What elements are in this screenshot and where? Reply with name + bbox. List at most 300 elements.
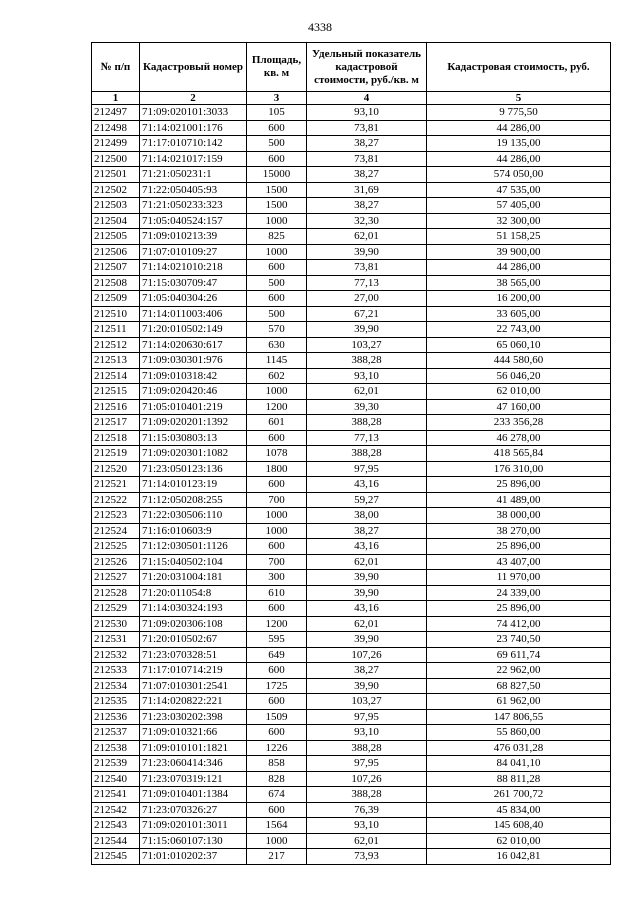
cadastral-value-table	[91, 42, 611, 865]
table-row	[92, 585, 611, 601]
table-row	[92, 120, 611, 136]
cell-cadastral-number: 71:14:011003:406	[140, 306, 247, 322]
cell-cadastral-value: 38 000,00	[427, 508, 611, 524]
cell-cadastral-number: 71:07:010301:2541	[140, 678, 247, 694]
cell-unit-value: 388,28	[307, 446, 427, 462]
cell-row-index: 212517	[92, 415, 140, 431]
cell-row-index: 212541	[92, 787, 140, 803]
cell-unit-value: 388,28	[307, 740, 427, 756]
cell-unit-value: 32,30	[307, 213, 427, 229]
cell-row-index: 212498	[92, 120, 140, 136]
cell-area: 1000	[247, 244, 307, 260]
cell-cadastral-value: 176 310,00	[427, 461, 611, 477]
cell-unit-value: 107,26	[307, 771, 427, 787]
cell-unit-value: 43,16	[307, 601, 427, 617]
cell-cadastral-number: 71:14:010123:19	[140, 477, 247, 493]
table-row	[92, 647, 611, 663]
cell-area: 595	[247, 632, 307, 648]
cell-unit-value: 93,10	[307, 818, 427, 834]
cell-unit-value: 27,00	[307, 291, 427, 307]
table-row	[92, 446, 611, 462]
cell-area: 600	[247, 260, 307, 276]
cell-cadastral-number: 71:09:020420:46	[140, 384, 247, 400]
table-row	[92, 213, 611, 229]
cell-unit-value: 103,27	[307, 694, 427, 710]
cell-cadastral-value: 11 970,00	[427, 570, 611, 586]
cell-cadastral-value: 84 041,10	[427, 756, 611, 772]
cell-row-index: 212499	[92, 136, 140, 152]
cell-cadastral-value: 574 050,00	[427, 167, 611, 183]
table-row	[92, 818, 611, 834]
cell-cadastral-value: 33 605,00	[427, 306, 611, 322]
cell-area: 1725	[247, 678, 307, 694]
table-row	[92, 136, 611, 152]
cell-cadastral-number: 71:14:021001:176	[140, 120, 247, 136]
cell-cadastral-number: 71:15:060107:130	[140, 833, 247, 849]
table-row	[92, 787, 611, 803]
table-row	[92, 353, 611, 369]
cell-cadastral-value: 47 535,00	[427, 182, 611, 198]
cell-area: 610	[247, 585, 307, 601]
cell-cadastral-value: 19 135,00	[427, 136, 611, 152]
cell-row-index: 212522	[92, 492, 140, 508]
table-row	[92, 182, 611, 198]
cell-unit-value: 77,13	[307, 430, 427, 446]
cell-unit-value: 62,01	[307, 554, 427, 570]
cell-area: 217	[247, 849, 307, 865]
cell-row-index: 212501	[92, 167, 140, 183]
cell-cadastral-value: 68 827,50	[427, 678, 611, 694]
cell-row-index: 212537	[92, 725, 140, 741]
cell-cadastral-value: 23 740,50	[427, 632, 611, 648]
table-row	[92, 430, 611, 446]
cell-cadastral-number: 71:23:070328:51	[140, 647, 247, 663]
cell-cadastral-value: 38 270,00	[427, 523, 611, 539]
cell-row-index: 212510	[92, 306, 140, 322]
cell-row-index: 212535	[92, 694, 140, 710]
table-row	[92, 322, 611, 338]
cell-cadastral-number: 71:05:040524:157	[140, 213, 247, 229]
cell-row-index: 212533	[92, 663, 140, 679]
cell-cadastral-value: 45 834,00	[427, 802, 611, 818]
cell-area: 570	[247, 322, 307, 338]
cell-area: 700	[247, 492, 307, 508]
cell-area: 858	[247, 756, 307, 772]
cell-cadastral-value: 24 339,00	[427, 585, 611, 601]
cell-cadastral-value: 233 356,28	[427, 415, 611, 431]
table-row	[92, 771, 611, 787]
cell-area: 300	[247, 570, 307, 586]
cell-cadastral-value: 476 031,28	[427, 740, 611, 756]
table-row	[92, 678, 611, 694]
cell-cadastral-value: 74 412,00	[427, 616, 611, 632]
cell-cadastral-value: 88 811,28	[427, 771, 611, 787]
cell-cadastral-value: 16 200,00	[427, 291, 611, 307]
cell-area: 1509	[247, 709, 307, 725]
cell-area: 1200	[247, 616, 307, 632]
cell-row-index: 212524	[92, 523, 140, 539]
cell-row-index: 212502	[92, 182, 140, 198]
cell-row-index: 212527	[92, 570, 140, 586]
cell-area: 700	[247, 554, 307, 570]
column-header-index: № п/п	[92, 43, 140, 92]
table-row	[92, 291, 611, 307]
cell-unit-value: 388,28	[307, 415, 427, 431]
cell-row-index: 212507	[92, 260, 140, 276]
table-row	[92, 337, 611, 353]
cell-row-index: 212513	[92, 353, 140, 369]
table-row	[92, 244, 611, 260]
table-row	[92, 229, 611, 245]
cell-row-index: 212545	[92, 849, 140, 865]
cell-cadastral-number: 71:09:030301:976	[140, 353, 247, 369]
cell-row-index: 212526	[92, 554, 140, 570]
column-number: 1	[92, 92, 140, 105]
cell-area: 600	[247, 151, 307, 167]
column-number: 3	[247, 92, 307, 105]
table-row	[92, 709, 611, 725]
cell-cadastral-value: 38 565,00	[427, 275, 611, 291]
cell-area: 1226	[247, 740, 307, 756]
cell-unit-value: 97,95	[307, 709, 427, 725]
cell-area: 674	[247, 787, 307, 803]
cell-row-index: 212530	[92, 616, 140, 632]
cell-cadastral-number: 71:09:020101:3011	[140, 818, 247, 834]
cell-unit-value: 38,27	[307, 198, 427, 214]
cell-area: 1000	[247, 523, 307, 539]
cell-cadastral-number: 71:12:050208:255	[140, 492, 247, 508]
cell-area: 500	[247, 275, 307, 291]
cell-cadastral-number: 71:17:010710:142	[140, 136, 247, 152]
cell-cadastral-value: 418 565,84	[427, 446, 611, 462]
page-number: 4338	[308, 20, 332, 34]
table-row	[92, 523, 611, 539]
cell-area: 1145	[247, 353, 307, 369]
cell-cadastral-number: 71:20:010502:149	[140, 322, 247, 338]
cell-unit-value: 93,10	[307, 725, 427, 741]
cell-unit-value: 76,39	[307, 802, 427, 818]
cell-row-index: 212521	[92, 477, 140, 493]
cell-cadastral-number: 71:21:050231:1	[140, 167, 247, 183]
cell-unit-value: 62,01	[307, 229, 427, 245]
cell-cadastral-value: 25 896,00	[427, 539, 611, 555]
cell-unit-value: 38,27	[307, 663, 427, 679]
cell-cadastral-value: 65 060,10	[427, 337, 611, 353]
cell-unit-value: 62,01	[307, 384, 427, 400]
cell-cadastral-value: 25 896,00	[427, 601, 611, 617]
table-row	[92, 570, 611, 586]
cell-cadastral-value: 55 860,00	[427, 725, 611, 741]
cell-unit-value: 97,95	[307, 756, 427, 772]
column-header-cadastral-value: Кадастровая стоимость, руб.	[427, 43, 611, 92]
cell-cadastral-value: 16 042,81	[427, 849, 611, 865]
cell-unit-value: 93,10	[307, 368, 427, 384]
cell-area: 1000	[247, 833, 307, 849]
cell-unit-value: 39,90	[307, 678, 427, 694]
column-header-unit-value: Удельный показатель кадастровой стоимости, руб./кв. м	[307, 43, 427, 92]
cell-cadastral-number: 71:23:070319:121	[140, 771, 247, 787]
cell-row-index: 212504	[92, 213, 140, 229]
cell-cadastral-number: 71:12:030501:1126	[140, 539, 247, 555]
cell-row-index: 212542	[92, 802, 140, 818]
cell-row-index: 212514	[92, 368, 140, 384]
cell-row-index: 212519	[92, 446, 140, 462]
table-header-row	[92, 43, 611, 92]
cell-cadastral-number: 71:22:050405:93	[140, 182, 247, 198]
cell-area: 825	[247, 229, 307, 245]
cell-unit-value: 97,95	[307, 461, 427, 477]
cell-area: 600	[247, 601, 307, 617]
cell-cadastral-value: 62 010,00	[427, 833, 611, 849]
column-number: 2	[140, 92, 247, 105]
cell-area: 600	[247, 694, 307, 710]
cell-row-index: 212508	[92, 275, 140, 291]
cell-area: 600	[247, 663, 307, 679]
table-row	[92, 554, 611, 570]
cell-cadastral-number: 71:20:031004:181	[140, 570, 247, 586]
cell-unit-value: 388,28	[307, 787, 427, 803]
table-row	[92, 601, 611, 617]
table-row	[92, 260, 611, 276]
cell-unit-value: 62,01	[307, 833, 427, 849]
cell-unit-value: 39,30	[307, 399, 427, 415]
cell-area: 105	[247, 105, 307, 121]
cell-row-index: 212511	[92, 322, 140, 338]
table-row	[92, 756, 611, 772]
cell-area: 600	[247, 120, 307, 136]
cell-cadastral-number: 71:05:010401:219	[140, 399, 247, 415]
cell-area: 1000	[247, 213, 307, 229]
cell-row-index: 212544	[92, 833, 140, 849]
cell-unit-value: 39,90	[307, 570, 427, 586]
cell-unit-value: 38,00	[307, 508, 427, 524]
cell-unit-value: 67,21	[307, 306, 427, 322]
cell-row-index: 212525	[92, 539, 140, 555]
cell-cadastral-number: 71:09:020201:1392	[140, 415, 247, 431]
cell-cadastral-value: 25 896,00	[427, 477, 611, 493]
table-row	[92, 198, 611, 214]
cell-area: 500	[247, 306, 307, 322]
cell-cadastral-number: 71:15:030803:13	[140, 430, 247, 446]
column-header-cadastral-number: Кадастровый номер	[140, 43, 247, 92]
cell-cadastral-value: 444 580,60	[427, 353, 611, 369]
cell-cadastral-value: 147 806,55	[427, 709, 611, 725]
cell-area: 828	[247, 771, 307, 787]
cell-unit-value: 43,16	[307, 539, 427, 555]
table-row	[92, 368, 611, 384]
cell-cadastral-number: 71:07:010109:27	[140, 244, 247, 260]
cell-cadastral-value: 51 158,25	[427, 229, 611, 245]
cell-row-index: 212536	[92, 709, 140, 725]
cell-cadastral-number: 71:09:010321:66	[140, 725, 247, 741]
cell-unit-value: 107,26	[307, 647, 427, 663]
cell-area: 1500	[247, 198, 307, 214]
table-row	[92, 802, 611, 818]
cell-area: 602	[247, 368, 307, 384]
table-row	[92, 415, 611, 431]
table-row	[92, 306, 611, 322]
cell-cadastral-number: 71:14:021010:218	[140, 260, 247, 276]
cell-cadastral-value: 69 611,74	[427, 647, 611, 663]
cell-unit-value: 103,27	[307, 337, 427, 353]
table-row	[92, 399, 611, 415]
cell-area: 601	[247, 415, 307, 431]
cell-cadastral-value: 44 286,00	[427, 260, 611, 276]
cell-unit-value: 73,81	[307, 260, 427, 276]
table-row	[92, 539, 611, 555]
cell-cadastral-number: 71:15:040502:104	[140, 554, 247, 570]
cell-cadastral-number: 71:14:020822:221	[140, 694, 247, 710]
cell-unit-value: 388,28	[307, 353, 427, 369]
column-number-row	[92, 92, 611, 105]
table-row	[92, 167, 611, 183]
cell-row-index: 212515	[92, 384, 140, 400]
cell-unit-value: 77,13	[307, 275, 427, 291]
cell-cadastral-number: 71:09:020301:1082	[140, 446, 247, 462]
cell-row-index: 212531	[92, 632, 140, 648]
column-number: 5	[427, 92, 611, 105]
table-row	[92, 725, 611, 741]
cell-cadastral-number: 71:05:040304:26	[140, 291, 247, 307]
cell-cadastral-value: 39 900,00	[427, 244, 611, 260]
cell-cadastral-number: 71:20:010502:67	[140, 632, 247, 648]
table-row	[92, 461, 611, 477]
cell-row-index: 212509	[92, 291, 140, 307]
cell-cadastral-number: 71:16:010603:9	[140, 523, 247, 539]
cell-row-index: 212520	[92, 461, 140, 477]
column-number: 4	[307, 92, 427, 105]
cell-cadastral-value: 46 278,00	[427, 430, 611, 446]
table-row	[92, 740, 611, 756]
cell-cadastral-number: 71:14:021017:159	[140, 151, 247, 167]
cell-cadastral-value: 145 608,40	[427, 818, 611, 834]
cell-unit-value: 38,27	[307, 167, 427, 183]
table-row	[92, 105, 611, 121]
cell-cadastral-value: 44 286,00	[427, 151, 611, 167]
cell-cadastral-number: 71:23:070326:27	[140, 802, 247, 818]
cell-area: 600	[247, 539, 307, 555]
table-row	[92, 384, 611, 400]
cell-area: 630	[247, 337, 307, 353]
table-row	[92, 477, 611, 493]
cell-area: 1078	[247, 446, 307, 462]
table-row	[92, 663, 611, 679]
cell-row-index: 212512	[92, 337, 140, 353]
cell-cadastral-number: 71:09:010101:1821	[140, 740, 247, 756]
cell-cadastral-number: 71:21:050233:323	[140, 198, 247, 214]
cell-cadastral-number: 71:01:010202:37	[140, 849, 247, 865]
cell-cadastral-number: 71:23:030202:398	[140, 709, 247, 725]
cell-area: 1500	[247, 182, 307, 198]
cell-row-index: 212540	[92, 771, 140, 787]
cell-unit-value: 43,16	[307, 477, 427, 493]
column-header-area: Площадь, кв. м	[247, 43, 307, 92]
table-row	[92, 632, 611, 648]
cell-row-index: 212539	[92, 756, 140, 772]
cell-unit-value: 39,90	[307, 322, 427, 338]
cell-cadastral-value: 22 743,00	[427, 322, 611, 338]
cell-cadastral-value: 41 489,00	[427, 492, 611, 508]
cell-cadastral-number: 71:17:010714:219	[140, 663, 247, 679]
cell-cadastral-value: 47 160,00	[427, 399, 611, 415]
cell-area: 600	[247, 291, 307, 307]
cell-cadastral-value: 32 300,00	[427, 213, 611, 229]
cell-area: 1800	[247, 461, 307, 477]
cell-cadastral-number: 71:15:030709:47	[140, 275, 247, 291]
cell-row-index: 212538	[92, 740, 140, 756]
cell-cadastral-number: 71:23:050123:136	[140, 461, 247, 477]
cell-unit-value: 93,10	[307, 105, 427, 121]
cell-area: 500	[247, 136, 307, 152]
cell-cadastral-number: 71:23:060414:346	[140, 756, 247, 772]
cell-unit-value: 39,90	[307, 244, 427, 260]
cell-cadastral-value: 61 962,00	[427, 694, 611, 710]
cell-area: 15000	[247, 167, 307, 183]
cell-row-index: 212518	[92, 430, 140, 446]
cell-unit-value: 73,81	[307, 120, 427, 136]
table-row	[92, 151, 611, 167]
cell-area: 649	[247, 647, 307, 663]
cell-area: 1000	[247, 508, 307, 524]
cell-area: 600	[247, 477, 307, 493]
table-row	[92, 508, 611, 524]
cell-unit-value: 59,27	[307, 492, 427, 508]
cell-unit-value: 38,27	[307, 136, 427, 152]
cell-row-index: 212500	[92, 151, 140, 167]
cell-row-index: 212523	[92, 508, 140, 524]
cell-cadastral-value: 56 046,20	[427, 368, 611, 384]
cell-cadastral-value: 57 405,00	[427, 198, 611, 214]
cell-area: 1564	[247, 818, 307, 834]
cell-cadastral-number: 71:14:020630:617	[140, 337, 247, 353]
cell-cadastral-number: 71:14:030324:193	[140, 601, 247, 617]
table-row	[92, 616, 611, 632]
cell-row-index: 212543	[92, 818, 140, 834]
cell-row-index: 212503	[92, 198, 140, 214]
table-row	[92, 849, 611, 865]
table-body	[92, 105, 611, 865]
table-row	[92, 275, 611, 291]
cell-cadastral-number: 71:09:010213:39	[140, 229, 247, 245]
cell-unit-value: 62,01	[307, 616, 427, 632]
table-row	[92, 694, 611, 710]
cell-cadastral-number: 71:09:020101:3033	[140, 105, 247, 121]
cell-cadastral-value: 261 700,72	[427, 787, 611, 803]
cell-cadastral-value: 62 010,00	[427, 384, 611, 400]
cell-unit-value: 39,90	[307, 585, 427, 601]
cell-row-index: 212528	[92, 585, 140, 601]
cell-area: 1000	[247, 384, 307, 400]
cell-row-index: 212516	[92, 399, 140, 415]
cell-unit-value: 73,81	[307, 151, 427, 167]
cell-cadastral-number: 71:20:011054:8	[140, 585, 247, 601]
cell-cadastral-value: 44 286,00	[427, 120, 611, 136]
cell-row-index: 212497	[92, 105, 140, 121]
cell-cadastral-number: 71:09:020306:108	[140, 616, 247, 632]
cell-cadastral-value: 22 962,00	[427, 663, 611, 679]
cell-cadastral-number: 71:22:030506:110	[140, 508, 247, 524]
cell-area: 600	[247, 430, 307, 446]
cell-row-index: 212506	[92, 244, 140, 260]
cell-cadastral-number: 71:09:010401:1384	[140, 787, 247, 803]
cell-unit-value: 39,90	[307, 632, 427, 648]
cell-area: 600	[247, 802, 307, 818]
cell-row-index: 212529	[92, 601, 140, 617]
cell-row-index: 212534	[92, 678, 140, 694]
cell-unit-value: 31,69	[307, 182, 427, 198]
cell-cadastral-number: 71:09:010318:42	[140, 368, 247, 384]
cell-row-index: 212505	[92, 229, 140, 245]
